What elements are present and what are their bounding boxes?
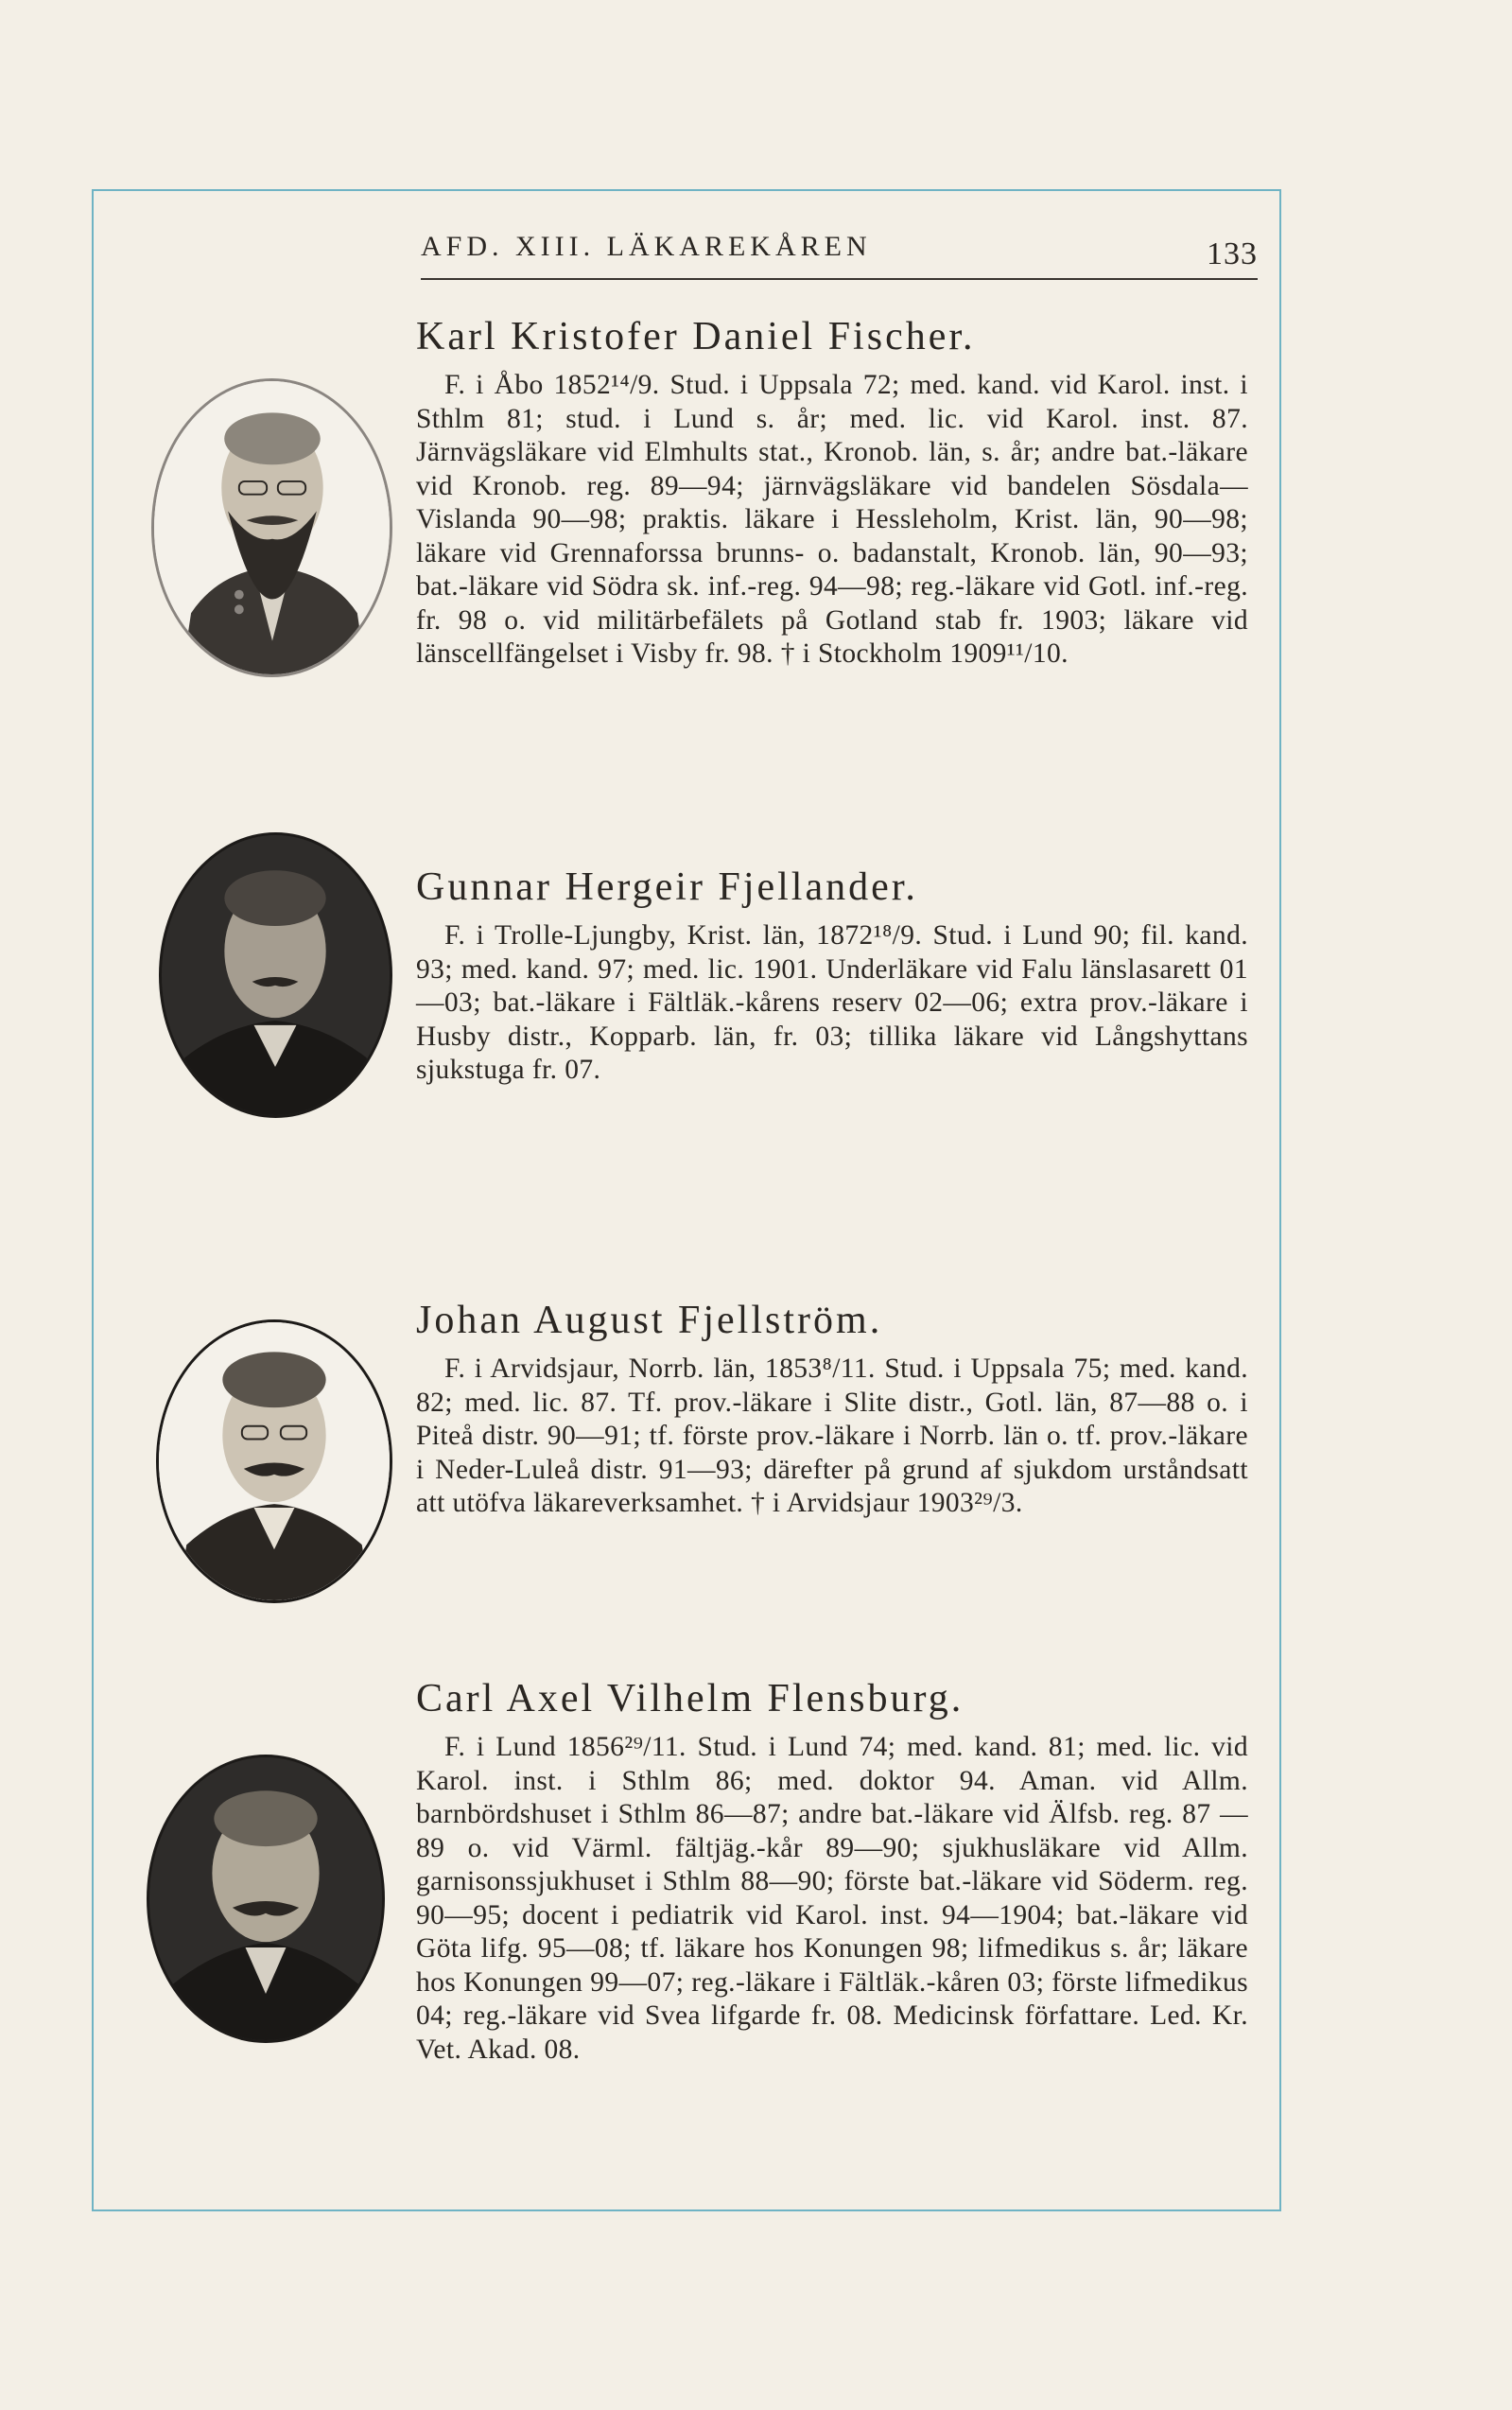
portrait-flensburg [147, 1755, 385, 2043]
entry-fischer [416, 312, 1248, 672]
entry-name: Johan August Fjellström. [416, 1299, 883, 1342]
entry-bio: F. i Arvidsjaur, Norrb. län, 1853⁸/11. Stud. i Uppsala 75; med. kand. 82; med. lic. 87. Tf. prov.-läkare i Slite distr., Gotl. län, 87—88 o. i Piteå distr. 90—91; tf. förste prov.-läkare i Norrb. län o. tf. prov.-läkare i Neder-Luleå distr. 91—93; därefter på grund af sjukdom urståndsatt att utöfva läkareverksamhet. † i Arvidsjaur 1903²⁹/3. [416, 1353, 1248, 1518]
portrait-fjellstrom [156, 1319, 392, 1603]
entry-bio: F. i Lund 1856²⁹/11. Stud. i Lund 74; med. kand. 81; med. lic. vid Karol. inst. i Sthlm 86; med. doktor 94. Aman. vid Allm. barnbördshuset i Sthlm 86—87; andre bat.-läkare vid Älfsb. reg. 87 —89 o. vid Värml. fältjäg.-kår 89—90; sjukhusläkare vid Allm. garnisonssjukhuset i Sthlm 88—90; förste bat.-läkare vid Söderm. reg. 90—95; docent i pediatrik vid Karol. inst. 94—1904; bat.-läkare vid Göta lifg. 95—08; tf. läkare hos Konungen 98; lifmedikus s. år; läkare hos Konungen 99—07; reg.-läkare i Fältläk.-kåren 03; förste lifmedikus 04; reg.-läkare vid Svea lifgarde fr. 08. Medicinsk författare. Led. Kr. Vet. Akad. 08. [416, 1732, 1248, 2065]
portrait-fjellander [159, 832, 392, 1118]
entry-flensburg [416, 1674, 1248, 2067]
entry-name: Carl Axel Vilhelm Flensburg. [416, 1677, 965, 1720]
entry-fjellstrom [416, 1296, 1248, 1521]
page-number: 133 [1207, 236, 1258, 271]
entry-bio: F. i Trolle-Ljungby, Krist. län, 1872¹⁸/9. Stud. i Lund 90; fil. kand. 93; med. kand. 97; med. lic. 1901. Underläkare vid Falu länslasarett 01—03; bat.-läkare i Fältläk.-kårens reserv 02—06; extra prov.-läkare i Husby distr., Kopparb. län, fr. 03; tillika läkare vid Långshyttans sjukstuga fr. 07. [416, 920, 1248, 1085]
section-title: AFD. XIII. LÄKAREKÅREN [421, 231, 872, 262]
entry-name: Gunnar Hergeir Fjellander. [416, 865, 918, 909]
entry-bio: F. i Åbo 1852¹⁴/9. Stud. i Uppsala 72; med. kand. vid Karol. inst. i Sthlm 81; stud. i Lund s. år; med. lic. vid Karol. inst. 87. Järnvägsläkare vid Elmhults stat., Kronob. län, s. år; andre bat.-läkare vid Kronob. reg. 89—94; järnvägsläkare vid bandelen Sösdala—Vislanda 90—98; praktis. läkare i Hessleholm, Krist. län, 90—98; läkare vid Grennaforssa brunns- o. badanstalt, Kronob. län, 90—93; bat.-läkare vid Södra sk. inf.-reg. 94—98; reg.-läkare vid Gotl. inf.-reg. fr. 98 o. vid militärbefälets på Gotland stab fr. 1903; läkare vid länscellfängelset i Visby fr. 98. † i Stockholm 1909¹¹/10. [416, 370, 1248, 669]
portrait-fischer [151, 378, 392, 677]
entry-fjellander [416, 863, 1248, 1088]
entry-name: Karl Kristofer Daniel Fischer. [416, 315, 976, 358]
running-head [421, 231, 1258, 280]
